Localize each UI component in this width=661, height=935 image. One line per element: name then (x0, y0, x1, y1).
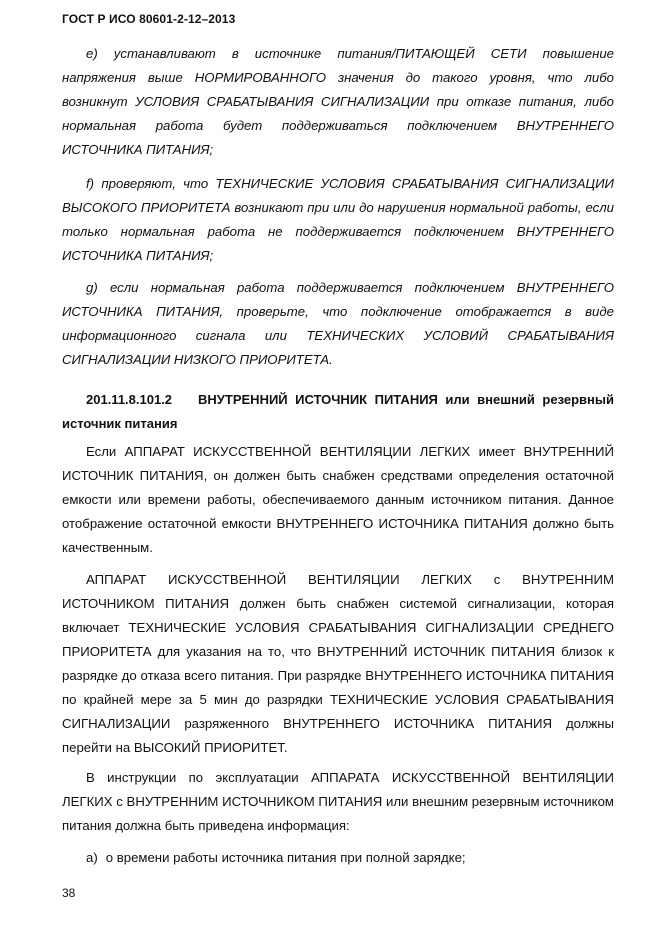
list-item-g: g) если нормальная работа поддерживается подключением ВНУТРЕННЕГО ИСТОЧНИКА ПИТАНИЯ, проверьте, что подключение отображается в виде информационного сигнала или ТЕХНИЧЕСКИХ УСЛОВИЙ СРАБАТЫВАНИЯ СИГНАЛИЗАЦИИ НИЗКОГО ПРИОРИТЕТА. (62, 280, 614, 367)
section-title: ВНУТРЕННИЙ ИСТОЧНИК ПИТАНИЯ или внешний резервный источник питания (62, 392, 614, 431)
section-heading (62, 388, 614, 436)
document-header: ГОСТ Р ИСО 80601-2-12–2013 (62, 12, 236, 26)
list-item-e: e) устанавливают в источнике питания/ПИТАЮЩЕЙ СЕТИ повышение напряжения выше НОРМИРОВАННОГО значения до такого уровня, что либо возникнут УСЛОВИЯ СРАБАТЫВАНИЯ СИГНАЛИЗАЦИИ при отказе питания, либо нормальная работа будет поддерживаться подключением ВНУТРЕННЕГО ИСТОЧНИКА ПИТАНИЯ; (62, 46, 614, 157)
paragraph-instructions-info: В инструкции по эксплуатации АППАРАТА ИСКУССТВЕННОЙ ВЕНТИЛЯЦИИ ЛЕГКИХ с ВНУТРЕННИМ ИСТОЧНИКОМ ПИТАНИЯ или внешним резервным источником питания должна быть приведена информация: (62, 770, 614, 833)
page-number: 38 (62, 886, 76, 900)
paragraph-internal-power-indication: Если АППАРАТ ИСКУССТВЕННОЙ ВЕНТИЛЯЦИИ ЛЕГКИХ имеет ВНУТРЕННИЙ ИСТОЧНИК ПИТАНИЯ, он должен быть снабжен средствами определения остаточной емкости или времени работы, обеспечиваемого данным источником питания. Данное отображение остаточной емкости ВНУТРЕННЕГО ИСТОЧНИКА ПИТАНИЯ должно быть качественным. (62, 444, 614, 555)
list-item-f: f) проверяют, что ТЕХНИЧЕСКИЕ УСЛОВИЯ СРАБАТЫВАНИЯ СИГНАЛИЗАЦИИ ВЫСОКОГО ПРИОРИТЕТА возникают при или до нарушения нормальной работы, если только нормальная работа не поддерживается подключением ВНУТРЕННЕГО ИСТОЧНИКА ПИТАНИЯ; (62, 176, 614, 263)
section-number: 201.11.8.101.2 (86, 392, 173, 407)
list-item-text: о времени работы источника питания при полной зарядке; (105, 850, 466, 865)
list-marker: а) (86, 850, 98, 865)
list-item-a (62, 846, 614, 870)
paragraph-internal-power-alarm: АППАРАТ ИСКУССТВЕННОЙ ВЕНТИЛЯЦИИ ЛЕГКИХ с ВНУТРЕННИМ ИСТОЧНИКОМ ПИТАНИЯ должен быть снабжен системой сигнализации, которая включает ТЕХНИЧЕСКИЕ УСЛОВИЯ СРАБАТЫВАНИЯ СИГНАЛИЗАЦИИ СРЕДНЕГО ПРИОРИТЕТА для указания на то, что ВНУТРЕННИЙ ИСТОЧНИК ПИТАНИЯ близок к разрядке до отказа всего питания. При разрядке ВНУТРЕННЕГО ИСТОЧНИКА ПИТАНИЯ по крайней мере за 5 мин до разрядки ТЕХНИЧЕСКИЕ УСЛОВИЯ СРАБАТЫВАНИЯ СИГНАЛИЗАЦИИ разряженного ВНУТРЕННЕГО ИСТОЧНИКА ПИТАНИЯ должны перейти на ВЫСОКИЙ ПРИОРИТЕТ. (62, 572, 614, 755)
